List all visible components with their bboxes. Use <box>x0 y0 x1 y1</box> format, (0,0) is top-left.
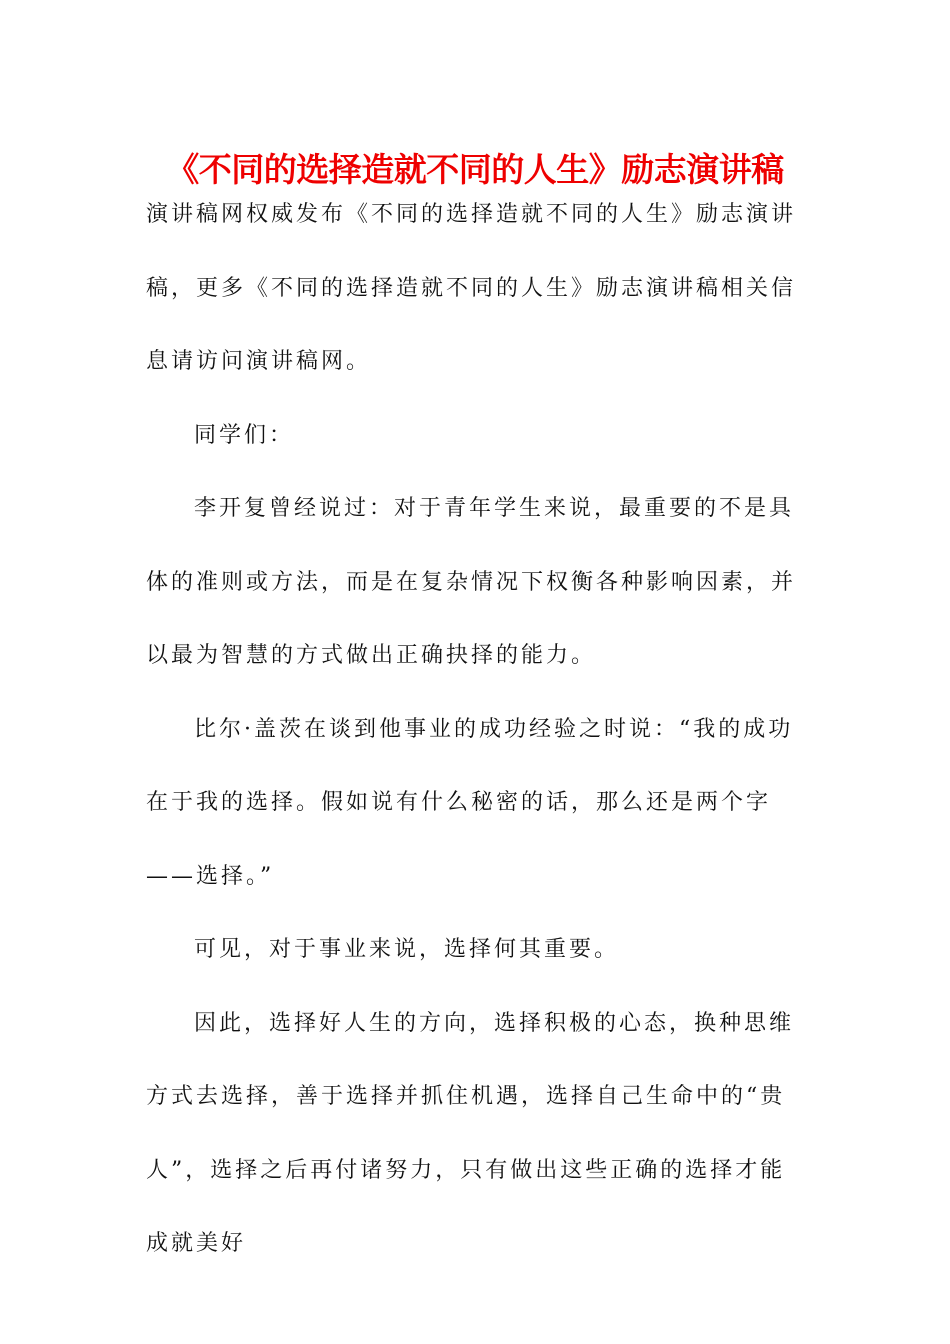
intro-paragraph: 演讲稿网权威发布《不同的选择造就不同的人生》励志演讲稿，更多《不同的选择造就不同的人生》励志演讲稿相关信息请访问演讲稿网。 <box>146 202 797 374</box>
body-paragraph: 可见，对于事业来说，选择何其重要。 <box>194 937 620 962</box>
body-paragraph: 因此，选择好人生的方向，选择积极的心态，换种思维方式去选择，善于选择并抓住机遇，选择自己生命中的“贵人”，选择之后再付诸努力，只有做出这些正确的选择才能成就美好 <box>146 1010 795 1256</box>
body-paragraph: 比尔·盖茨在谈到他事业的成功经验之时说：“我的成功在于我的选择。假如说有什么秘密的话，那么还是两个字——选择。” <box>146 716 794 889</box>
greeting-paragraph: 同学们： <box>194 422 295 448</box>
document-title: 《不同的选择造就不同的人生》励志演讲稿 <box>166 150 784 189</box>
document-body <box>146 178 806 1281</box>
body-paragraph: 李开复曾经说过：对于青年学生来说，最重要的不是具体的准则或方法，而是在复杂情况下权衡各种影响因素，并以最为智慧的方式做出正确抉择的能力。 <box>146 496 797 668</box>
